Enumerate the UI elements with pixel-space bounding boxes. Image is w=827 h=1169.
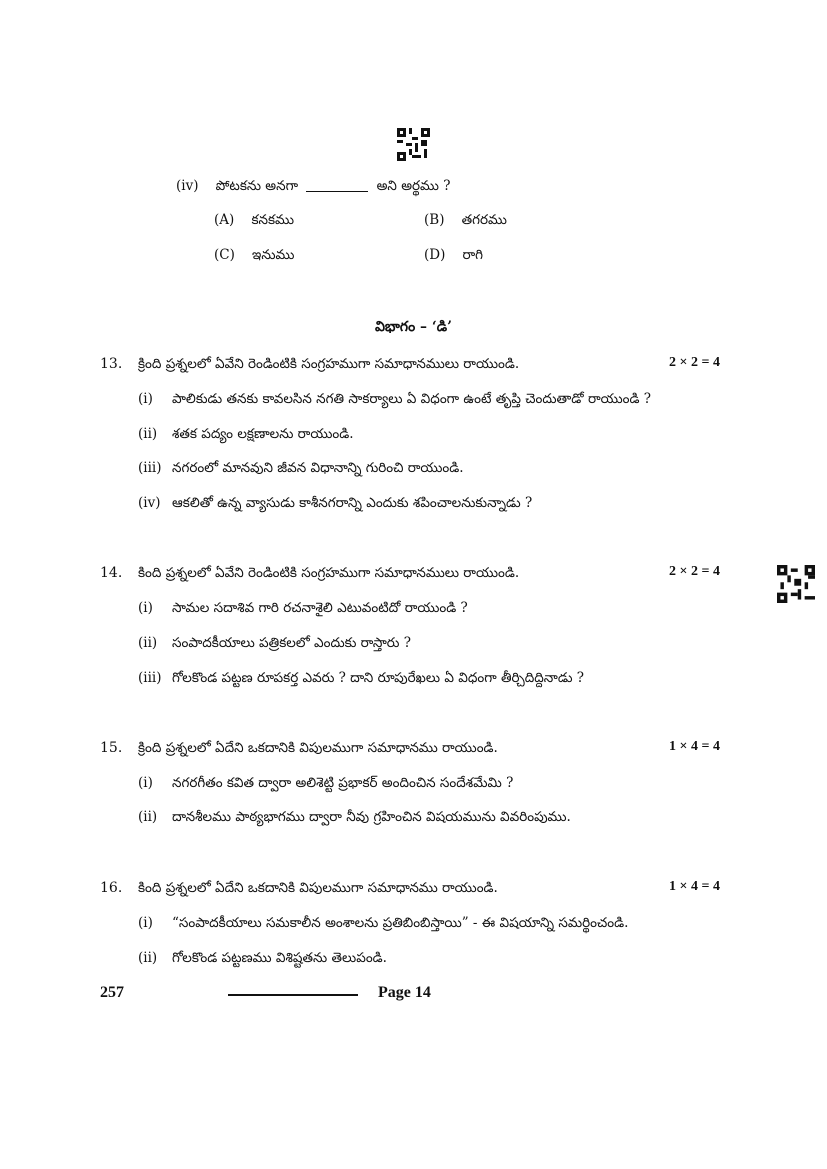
question-number: 15. [100,740,123,756]
sub-roman: (i) [138,915,153,931]
sub-roman: (ii) [138,426,158,442]
mcq-question [176,177,450,195]
mcq-option-b [424,211,507,229]
qr-code-side [777,565,815,603]
sub-roman: (ii) [138,635,158,651]
option-label: (B) [424,212,445,228]
option-text: ఇనుము [252,247,295,263]
sub-question-text: నగరంలో మానవుని జీవన విధానాన్ని గురించి రాయుండి. [172,460,464,476]
sub-roman: (iv) [138,495,161,511]
sub-roman: (iii) [138,460,162,476]
mcq-option-c [214,246,294,264]
question-instruction: కింది ప్రశ్నలలో ఏవేని రెండింటికి సంగ్రహముగా సమాధానములు రాయుండి. [138,565,520,581]
option-text: తగరము [461,212,507,228]
sub-roman: (i) [138,391,153,407]
sub-question-text: ఆకలితో ఉన్న వ్యాసుడు కాశీనగరాన్ని ఎందుకు శపించాలనుకున్నాడు ? [172,495,533,511]
mcq-roman: (iv) [176,178,199,194]
mcq-question-text: పోటకను అనగా [215,178,299,194]
sub-question-text: పాలికుడు తనకు కావలసిన నగతి సాకర్యాలు ఏ విధంగా ఉంటే తృప్తి చెందుతాడో రాయుండి ? [172,391,651,407]
section-heading: విభాగం – ‘డి’ [374,319,453,335]
mcq-option-a [214,211,294,229]
sub-question-text: గోలకొండ పట్టణ రూపకర్త ఎవరు ? దాని రూపురేఖలు ఏ విధంగా తీర్చిదిద్దినాడు ? [172,670,585,686]
sub-roman: (i) [138,775,153,791]
marks-label: 2 × 2 = 4 [669,355,720,370]
marks-label: 1 × 4 = 4 [669,879,720,894]
question-instruction: క్రింది ప్రశ్నలలో ఏవేని రెండింటికి సంగ్రహముగా సమాధానములు రాయుండి. [138,356,520,372]
marks-label: 2 × 2 = 4 [669,564,720,579]
option-label: (A) [214,212,235,228]
sub-question-text: దానశీలము పాఠ్యభాగము ద్వారా నీవు గ్రహించిన విషయమును వివరింపుము. [172,809,571,825]
option-text: రాగి [462,247,484,263]
page-number: Page 14 [378,984,431,1001]
footer-rule [228,994,358,996]
paper-code: 257 [100,984,124,1001]
sub-question-text: నగరగీతం కవిత ద్వారా అలిశెట్టి ప్రభాకర్ అందించిన సందేశమేమి ? [172,775,514,791]
option-text: కనకము [251,212,294,228]
sub-question-text: శతక పద్యం లక్షణాలను రాయుండి. [172,426,354,442]
sub-question-text: “సంపాదకీయాలు సమకాలీన అంశాలను ప్రతిబింబిస్తాయి” - ఈ విషయాన్ని సమర్థించండి. [172,915,629,931]
question-number: 13. [100,356,123,372]
sub-question-text: సంపాదకీయాలు పత్రికలలో ఎందుకు రాస్తారు ? [172,635,412,651]
question-instruction: కింది ప్రశ్నలలో ఏదేని ఒకదానికి విపులముగా సమాధానము రాయుండి. [138,880,498,896]
mcq-option-d [424,246,483,264]
mcq-question-tail: అని అర్థము ? [376,178,451,194]
qr-code-top [397,128,430,161]
question-number: 16. [100,880,123,896]
option-label: (D) [424,247,446,263]
question-number: 14. [100,565,123,581]
answer-blank [306,191,368,192]
sub-question-text: సామల సదాశివ గారి రచనాశైలి ఎటువంటిదో రాయుండి ? [172,600,468,616]
question-instruction: క్రింది ప్రశ్నలలో ఏదేని ఒకదానికి విపులముగా సమాధానము రాయుండి. [138,740,498,756]
sub-roman: (iii) [138,670,162,686]
sub-question-text: గోలకొండ పట్టణము విశిష్టతను తెలుపండి. [172,950,387,966]
option-label: (C) [214,247,235,263]
marks-label: 1 × 4 = 4 [669,739,720,754]
sub-roman: (i) [138,600,153,616]
sub-roman: (ii) [138,950,158,966]
sub-roman: (ii) [138,809,158,825]
